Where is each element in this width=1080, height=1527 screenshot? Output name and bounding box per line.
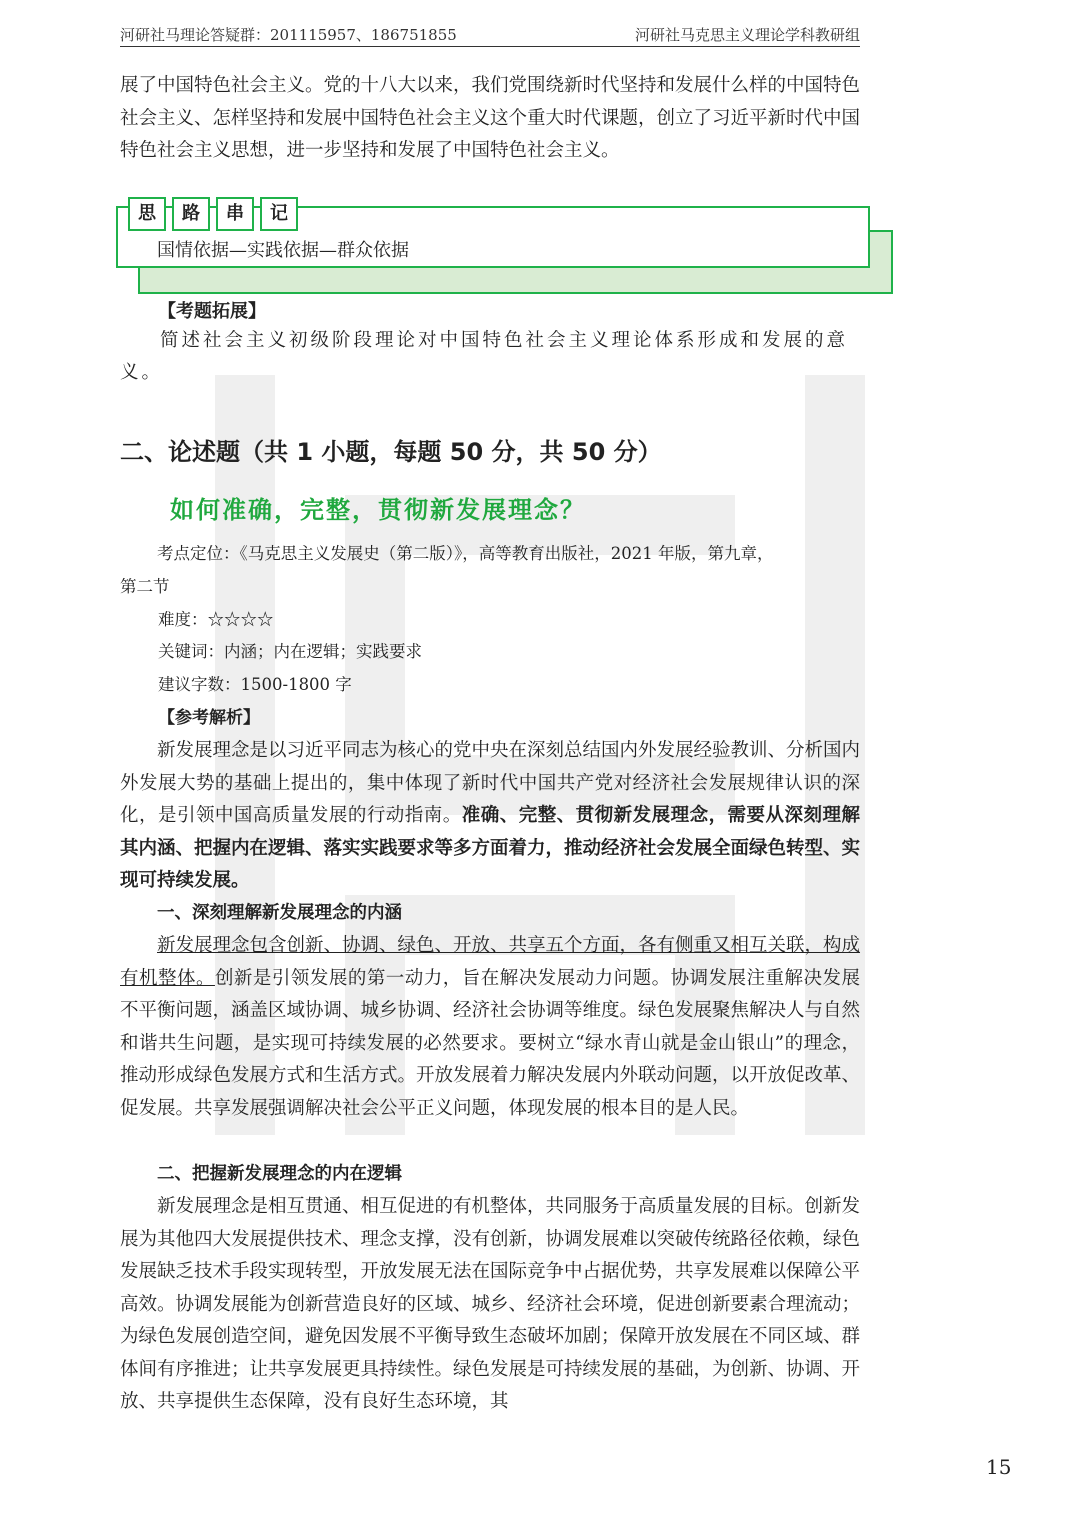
analysis-paragraph-2: [120, 930, 860, 1125]
analysis-p1-bold: 准确、完整、贯彻新发展理念，需要从深刻理解其内涵、把握内在逻辑、落实实践要求等多方面着力，推动经济社会发展全面绿色转型、实现可持续发展。: [120, 805, 861, 891]
kaoti-text: 简述社会主义初级阶段理论对中国特色社会主义理论体系形成和发展的意义。: [120, 330, 849, 383]
analysis-p2-text: 创新是引领发展的第一动力，旨在解决发展动力问题。协调发展注重解决发展不平衡问题，涵盖区域协调、城乡协调、经济社会协调等维度。绿色发展聚焦解决人与自然和谐共生问题，是实现可持续发展的必然要求。要树立“绿水青山就是金山银山”的理念，推动形成绿色发展方式和生活方式。开放发展着力解决发展内外联动问题，以开放促改革、促发展。共享发展强调解决社会公平正义问题，体现发展的根本目的是人民。: [120, 967, 861, 1119]
question-title: 如何准确，完整，贯彻新发展理念？: [170, 495, 586, 524]
subheading-2: 二、把握新发展理念的内在逻辑: [157, 1164, 402, 1184]
page-header: [120, 22, 860, 47]
kaoti-label: 【考题拓展】: [158, 301, 266, 322]
mindmap-tag: 串: [216, 197, 254, 231]
difficulty: 难度：☆☆☆☆: [158, 610, 274, 629]
page-number: 15: [986, 1455, 1012, 1479]
kaodian-line: 考点定位：《马克思主义发展史（第二版）》，高等教育出版社，2021 年版，第九章，: [157, 544, 774, 563]
mindmap-tag: 路: [172, 197, 210, 231]
mindmap-tag: 思: [128, 197, 166, 231]
subheading-1: 一、深刻理解新发展理念的内涵: [157, 903, 402, 923]
analysis-paragraph-3: 新发展理念是相互贯通、相互促进的有机整体，共同服务于高质量发展的目标。创新发展为其他四大发展提供技术、理念支撑，没有创新，协调发展难以突破传统路径依赖，绿色发展缺乏技术手段实现转型，开放发展无法在国际竞争中占据优势，共享发展难以保障公平高效。协调发展能为创新营造良好的区域、城乡、经济社会环境，促进创新要素合理流动；为绿色发展创造空间，避免因发展不平衡导致生态破坏加剧；保障开放发展在不同区域、群体间有序推进；让共享发展更具持续性。绿色发展是可持续发展的基础，为创新、协调、开放、共享提供生态保障，没有良好生态环境，其: [120, 1196, 861, 1412]
header-qq-group: 河研社马理论答疑群：201115957、186751855: [120, 26, 457, 44]
intro-paragraph: 展了中国特色社会主义。党的十八大以来，我们党围绕新时代坚持和发展什么样的中国特色社会主义、怎样坚持和发展中国特色社会主义这个重大时代课题，创立了习近平新时代中国特色社会主义思想，进一步坚持和发展了中国特色社会主义。: [120, 75, 861, 161]
kaodian-line-2: 第二节: [120, 577, 170, 596]
analysis-paragraph-1: [120, 735, 860, 898]
analysis-label: 【参考解析】: [158, 708, 260, 728]
section-title: 二、论述题（共 1 小题，每题 50 分，共 50 分）: [120, 438, 662, 466]
mindmap-text: 国情依据—实践依据—群众依据: [157, 240, 409, 261]
keywords: 关键词：内涵；内在逻辑；实践要求: [158, 642, 422, 661]
word-count: 建议字数：1500-1800 字: [158, 675, 352, 694]
analysis-p1-text: 新发展理念是以习近平同志为核心的党中央在深刻总结国内外发展经验教训、分析国内外发展大势的基础上提出的，集中体现了新时代中国共产党对经济社会发展规律认识的深化，是引领中国高质量发展的行动指南。: [120, 740, 861, 826]
mindmap-tag: 记: [260, 197, 298, 231]
header-org: 河研社马克思主义理论学科教研组: [634, 26, 860, 44]
analysis-p2-underline: 新发展理念包含创新、协调、绿色、开放、共享五个方面，各有侧重又相互关联，构成有机整体。: [120, 935, 861, 989]
